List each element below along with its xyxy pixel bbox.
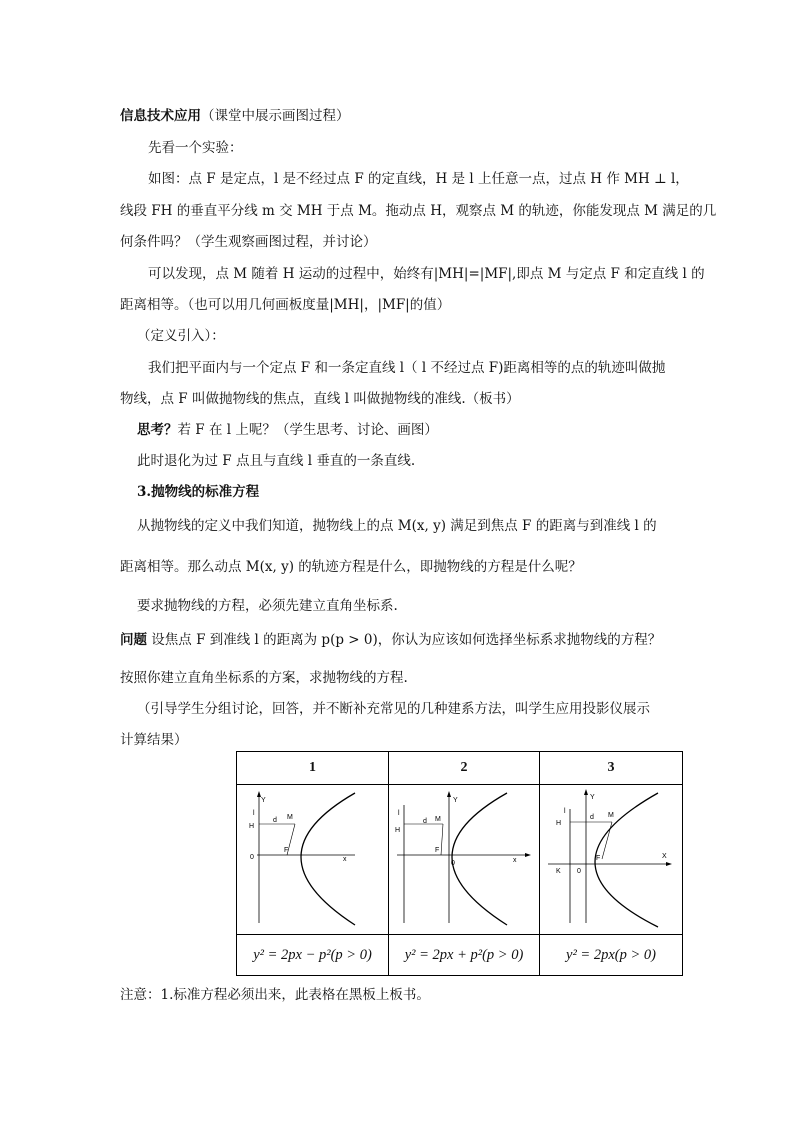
equation-2: y² = 2px + p²(p > 0) (389, 935, 540, 976)
x-axis-arrow (666, 862, 672, 866)
paragraph-think (137, 418, 438, 438)
y-axis-arrow (447, 791, 451, 797)
label-origin: 0 (577, 868, 581, 875)
parabola-figure-3 (540, 785, 682, 930)
label-k: K (556, 868, 561, 875)
paragraph-figure-line3: 何条件吗？（学生观察画图过程，并讨论） (120, 234, 377, 250)
paragraph-degenerate: 此时退化为过 F 点且与直线 l 垂直的一条直线. (137, 453, 416, 469)
table-header-1: 1 (237, 752, 389, 785)
paragraph-question (120, 628, 661, 648)
label-h: H (249, 823, 255, 830)
table-header-3: 3 (540, 752, 683, 785)
equation-1: y² = 2px − p²(p > 0) (237, 935, 389, 976)
label-m: M (435, 816, 441, 823)
info-heading-title: 信息技术应用 (120, 108, 201, 124)
figure-cell-2 (389, 785, 540, 935)
label-y: Y (453, 797, 458, 804)
figure-cell-3 (540, 785, 683, 935)
paragraph-definition-line1: 我们把平面内与一个定点 F 和一条定直线 l（ l 不经过点 F)距离相等的点的轨迹叫做抛 (148, 360, 666, 376)
think-text: 若 F 在 l 上呢？（学生思考、讨论、画图） (177, 422, 438, 438)
parabola-figure-1 (237, 785, 388, 930)
label-m: M (608, 812, 614, 819)
label-d: d (273, 817, 277, 824)
label-x: x (513, 857, 517, 864)
label-l: l (564, 808, 566, 815)
y-axis-arrow (584, 789, 588, 795)
label-origin: 0 (250, 854, 254, 861)
question-label: 问题 (120, 632, 147, 648)
x-axis-arrow (525, 853, 531, 857)
label-d: d (590, 814, 594, 821)
info-heading (120, 104, 350, 124)
coordinate-cases-table (236, 751, 683, 976)
parabola-curve (595, 793, 658, 927)
paragraph-figure-line2: 线段 FH 的垂直平分线 m 交 MH 于点 M。拖动点 H，观察点 M 的轨迹，你能发现点 M 满足的几 (120, 203, 717, 219)
question-text: 设焦点 F 到准线 l 的距离为 p(p > 0)，你认为应该如何选择坐标系求抛物线的方程？ (151, 632, 662, 648)
segment-mf (441, 824, 443, 855)
paragraph-definition-intro: （定义引入）： (137, 328, 225, 344)
paragraph-standard-line1: 从抛物线的定义中我们知道，抛物线上的点 M(x, y) 满足到焦点 F 的距离与到准线 l 的 (137, 518, 657, 534)
label-x: X (662, 853, 667, 860)
paragraph-finding-line2: 距离相等。（也可以用几何画板度量|MH|，|MF|的值） (120, 297, 451, 313)
table-header-2: 2 (389, 752, 540, 785)
label-h: H (395, 827, 401, 834)
paragraph-guide-line2: 计算结果） (120, 732, 188, 748)
label-origin: 0 (451, 860, 455, 867)
label-y: Y (261, 797, 266, 804)
label-y: Y (590, 794, 595, 801)
table-figure-row (237, 785, 683, 935)
paragraph-establish: 按照你建立直角坐标系的方案，求抛物线的方程. (120, 670, 408, 686)
label-l: l (398, 810, 400, 817)
equation-3: y² = 2px(p > 0) (540, 935, 683, 976)
paragraph-experiment: 先看一个实验： (148, 140, 243, 156)
label-d: d (423, 818, 427, 825)
note-blackboard: 注意：1.标准方程必须出来，此表格在黑板上板书。 (120, 987, 430, 1003)
think-label: 思考？ (137, 422, 178, 438)
paragraph-figure-line1: 如图：点 F 是定点，l 是不经过点 F 的定直线，H 是 l 上任意一点，过点 H 作 MH ⊥ l， (148, 171, 689, 187)
paragraph-standard-line2: 距离相等。那么动点 M(x, y) 的轨迹方程是什么，即抛物线的方程是什么呢？ (120, 559, 582, 575)
label-x: x (343, 856, 347, 863)
paragraph-guide-line1: （引导学生分组讨论，回答，并不断补充常见的几种建系方法，叫学生应用投影仪展示 (137, 701, 650, 717)
label-l: l (253, 810, 255, 817)
segment-mf (602, 822, 612, 859)
info-heading-note: （课堂中展示画图过程） (201, 108, 350, 124)
label-h: H (556, 820, 562, 827)
label-f: F (284, 847, 289, 854)
parabola-curve (452, 793, 507, 925)
paragraph-coordinate: 要求抛物线的方程，必须先建立直角坐标系. (137, 598, 398, 614)
table-header-row (237, 752, 683, 785)
label-m: M (287, 814, 293, 821)
paragraph-finding-line1: 可以发现，点 M 随着 H 运动的过程中，始终有|MH|=|MF|,即点 M 与定点 F 和定直线 l 的 (148, 266, 705, 282)
paragraph-definition-line2: 物线，点 F 叫做抛物线的焦点，直线 l 叫做抛物线的准线.（板书） (120, 391, 520, 407)
label-f: F (435, 847, 440, 854)
section-heading-standard-equation: 3.抛物线的标准方程 (137, 484, 260, 500)
figure-cell-1 (237, 785, 389, 935)
label-f: F (596, 855, 601, 862)
table-equation-row (237, 935, 683, 976)
parabola-curve (301, 793, 355, 925)
parabola-figure-2 (389, 785, 539, 930)
